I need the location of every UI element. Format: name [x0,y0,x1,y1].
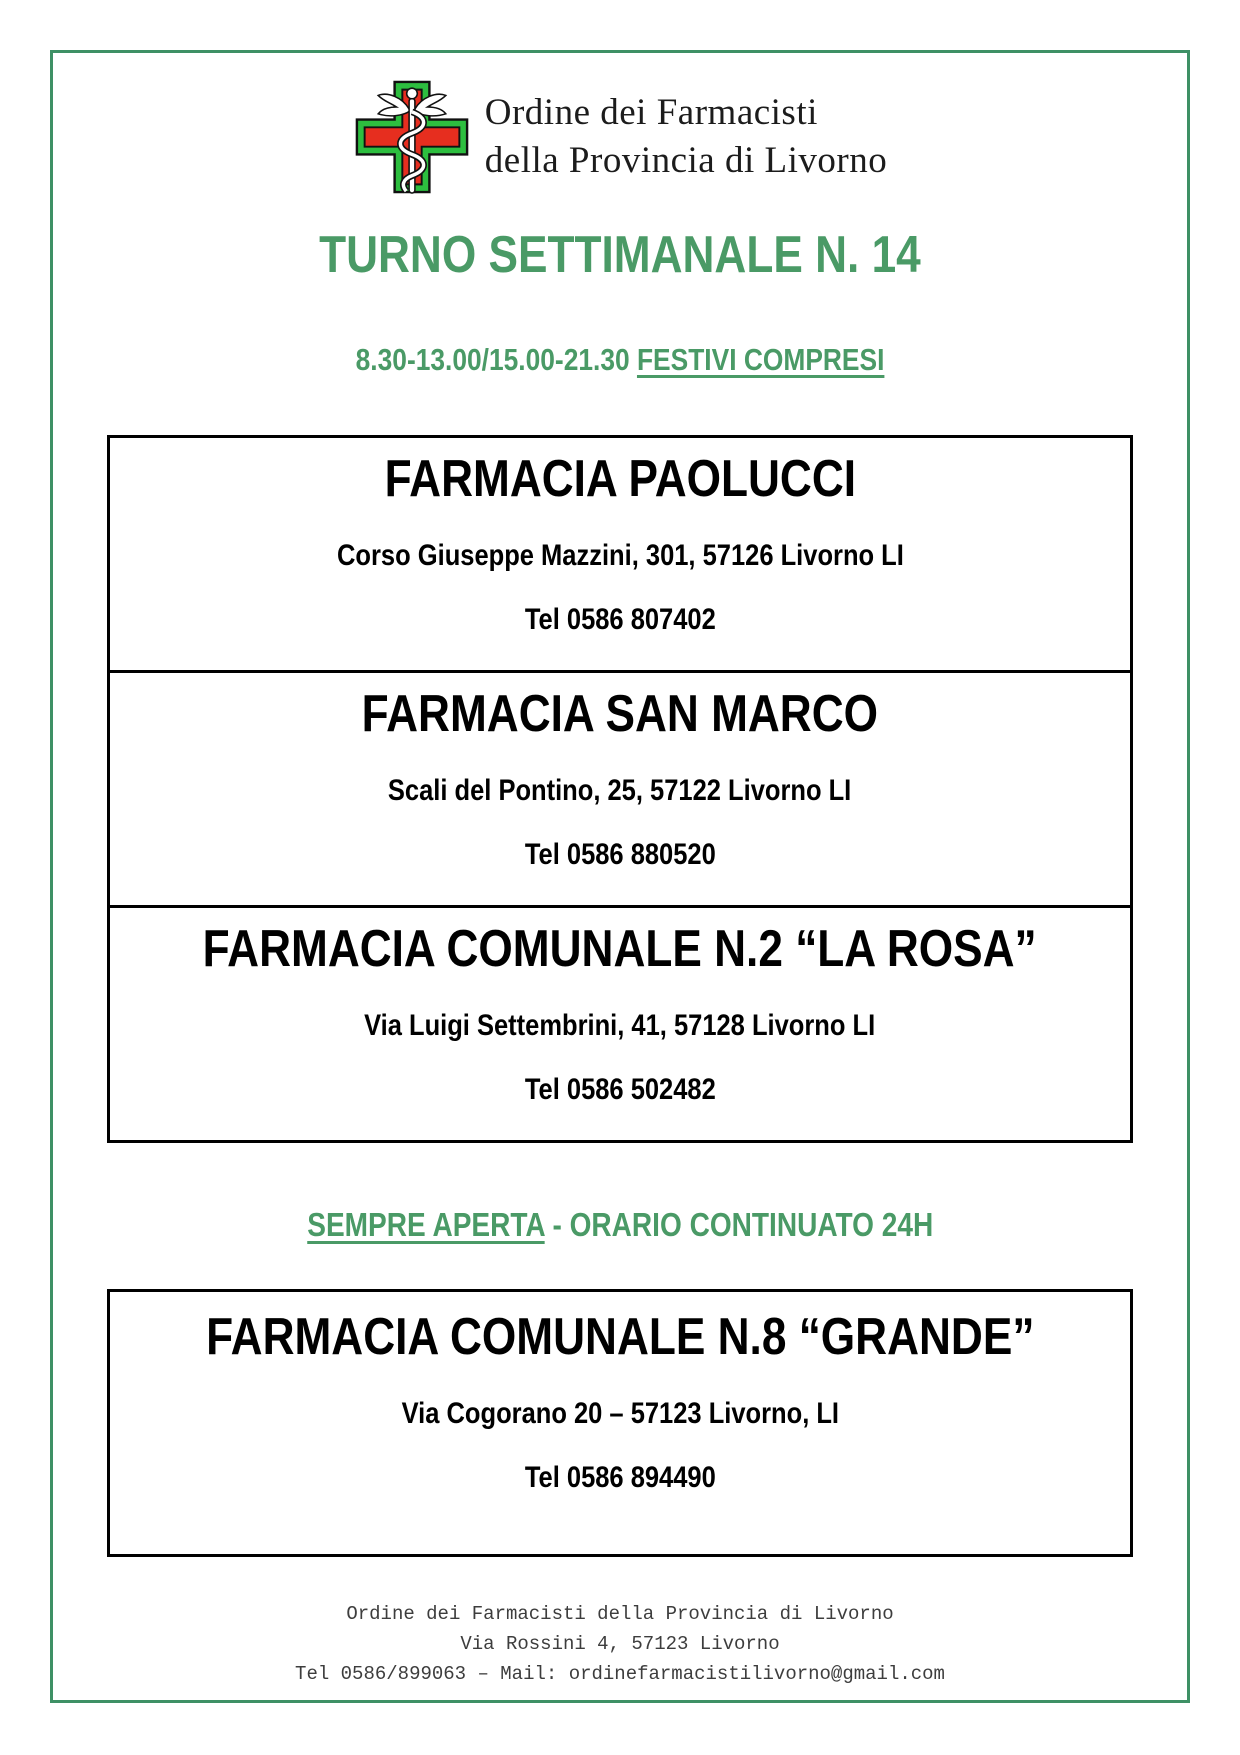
pharmacy-entry-la-rosa [110,908,1130,1140]
pharmacy-entry-paolucci [110,438,1130,673]
pharmacy-phone: Tel 0586 502482 [524,1073,716,1106]
festivi-compresi-underlined: FESTIVI COMPRESI [636,342,885,377]
footer-address-line: Via Rossini 4, 57123 Livorno [460,1633,780,1655]
pharmacy-name: FARMACIA COMUNALE N.2 “LA ROSA” [202,920,1038,978]
page-title: TURNO SETTIMANALE N. 14 [319,226,921,284]
pharmacy-name: FARMACIA COMUNALE N.8 “GRANDE” [205,1308,1035,1366]
page-border-frame [50,50,1190,1703]
always-open-note [53,1205,1187,1245]
pharmacy-address: Via Luigi Settembrini, 41, 57128 Livorno LI [364,1009,876,1042]
pharmacy-phone: Tel 0586 880520 [524,838,716,871]
opening-hours-line [53,341,1187,379]
pharmacy-phone: Tel 0586 894490 [524,1461,716,1494]
pharmacy-cross-caduceus-icon [353,79,471,195]
always-open-pharmacy-box [107,1289,1133,1557]
organization-name-line1: Ordine dei Farmacisti [484,92,818,133]
opening-hours: 8.30-13.00/15.00-21.30 [355,342,630,377]
pharmacy-phone: Tel 0586 807402 [524,603,716,636]
pharmacy-address: Scali del Pontino, 25, 57122 Livorno LI [388,774,852,807]
pharmacy-address: Via Cogorano 20 – 57123 Livorno, LI [401,1397,839,1430]
organization-name [485,89,887,185]
pharmacy-address: Corso Giuseppe Mazzini, 301, 57126 Livorno LI [336,539,904,572]
pharmacy-name: FARMACIA PAOLUCCI [384,450,856,508]
pharmacy-entry-san-marco [110,673,1130,908]
duty-pharmacies-box [107,435,1133,1143]
pharmacy-entry-grande [110,1292,1130,1554]
footer [53,1599,1187,1689]
footer-org-line: Ordine dei Farmacisti della Provincia di Livorno [346,1603,894,1625]
pharmacy-name: FARMACIA SAN MARCO [361,685,879,743]
sempre-aperta-underlined: SEMPRE APERTA [306,1206,545,1243]
header [53,79,1187,195]
footer-contact-line: Tel 0586/899063 – Mail: ordinefarmacistilivorno@gmail.com [295,1663,945,1685]
organization-name-line2: della Provincia di Livorno [484,140,888,181]
orario-continuato: - ORARIO CONTINUATO 24H [552,1206,933,1243]
